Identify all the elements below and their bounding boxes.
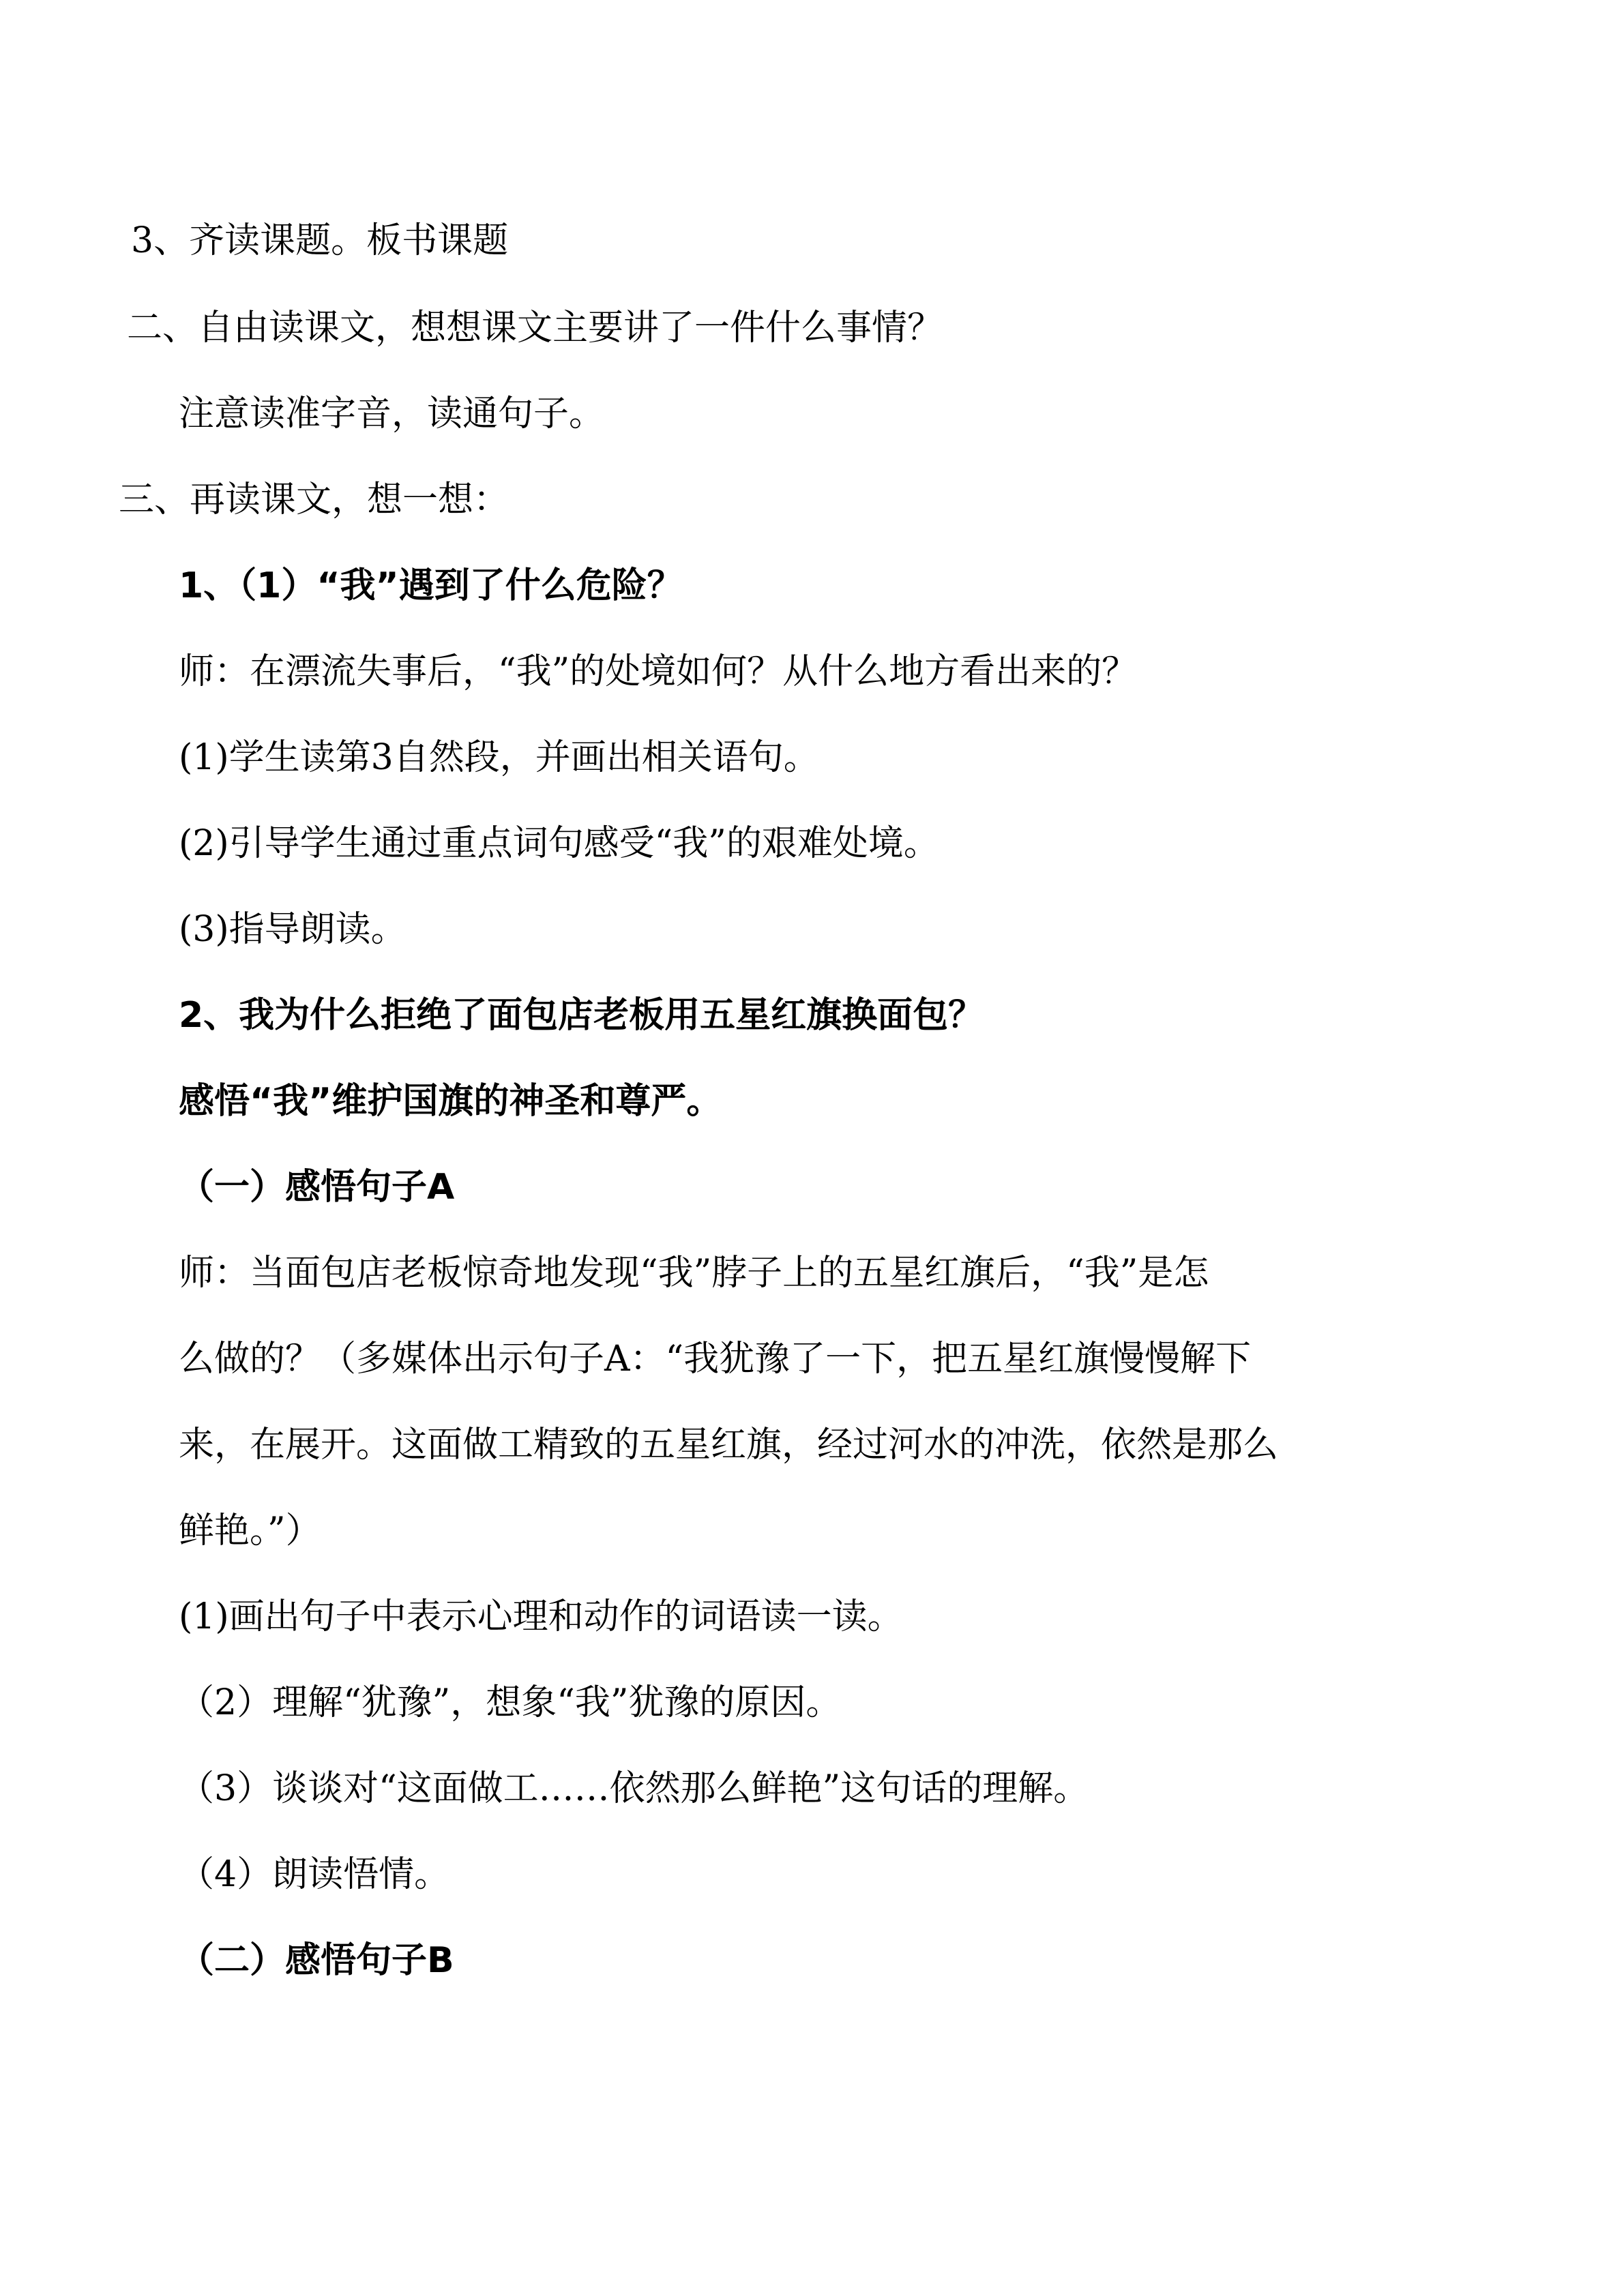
line-question-2-theme: 感悟“我”维护国旗的神圣和尊严。 bbox=[179, 1081, 722, 1122]
line-step-3: 3、齐读课题。板书课题 bbox=[131, 220, 509, 261]
line-subsection-b: （二）感悟句子B bbox=[179, 1940, 454, 1981]
line-item-1-3: (3)指导朗读。 bbox=[179, 909, 407, 950]
line-item-1-2: (2)引导学生通过重点词句感受“我”的艰难处境。 bbox=[179, 823, 939, 864]
line-subsection-a: （一）感悟句子A bbox=[179, 1167, 455, 1208]
line-teacher-prompt-1: 师：在漂流失事后，“我”的处境如何？从什么地方看出来的？ bbox=[179, 651, 1138, 692]
line-section-3: 三、再读课文，想一想： bbox=[119, 479, 510, 520]
line-section-2-note: 注意读准字音，读通句子。 bbox=[179, 393, 605, 434]
line-teacher-prompt-2a: 师：当面包店老板惊奇地发现“我”脖子上的五星红旗后，“我”是怎 bbox=[179, 1253, 1209, 1294]
line-item-1-1: (1)学生读第3自然段，并画出相关语句。 bbox=[179, 737, 819, 778]
line-teacher-prompt-2d: 鲜艳。”） bbox=[179, 1510, 321, 1551]
line-teacher-prompt-2c: 来，在展开。这面做工精致的五星红旗，经过河水的冲洗，依然是那么 bbox=[179, 1425, 1279, 1465]
line-item-a-3: （3）谈谈对“这面做工……依然那么鲜艳”这句话的理解。 bbox=[179, 1768, 1089, 1809]
line-question-2: 2、我为什么拒绝了面包店老板用五星红旗换面包？ bbox=[179, 995, 984, 1036]
line-item-a-4: （4）朗读悟情。 bbox=[179, 1854, 450, 1895]
line-question-1: 1、（1）“我”遇到了什么危险？ bbox=[179, 565, 683, 606]
line-section-2: 二、自由读课文，想想课文主要讲了一件什么事情？ bbox=[127, 308, 943, 348]
line-item-a-1: (1)画出句子中表示心理和动作的词语读一读。 bbox=[179, 1596, 903, 1637]
line-teacher-prompt-2b: 么做的？（多媒体出示句子A：“我犹豫了一下，把五星红旗慢慢解下 bbox=[179, 1339, 1252, 1380]
line-item-a-2: （2）理解“犹豫”，想象“我”犹豫的原因。 bbox=[179, 1682, 842, 1723]
